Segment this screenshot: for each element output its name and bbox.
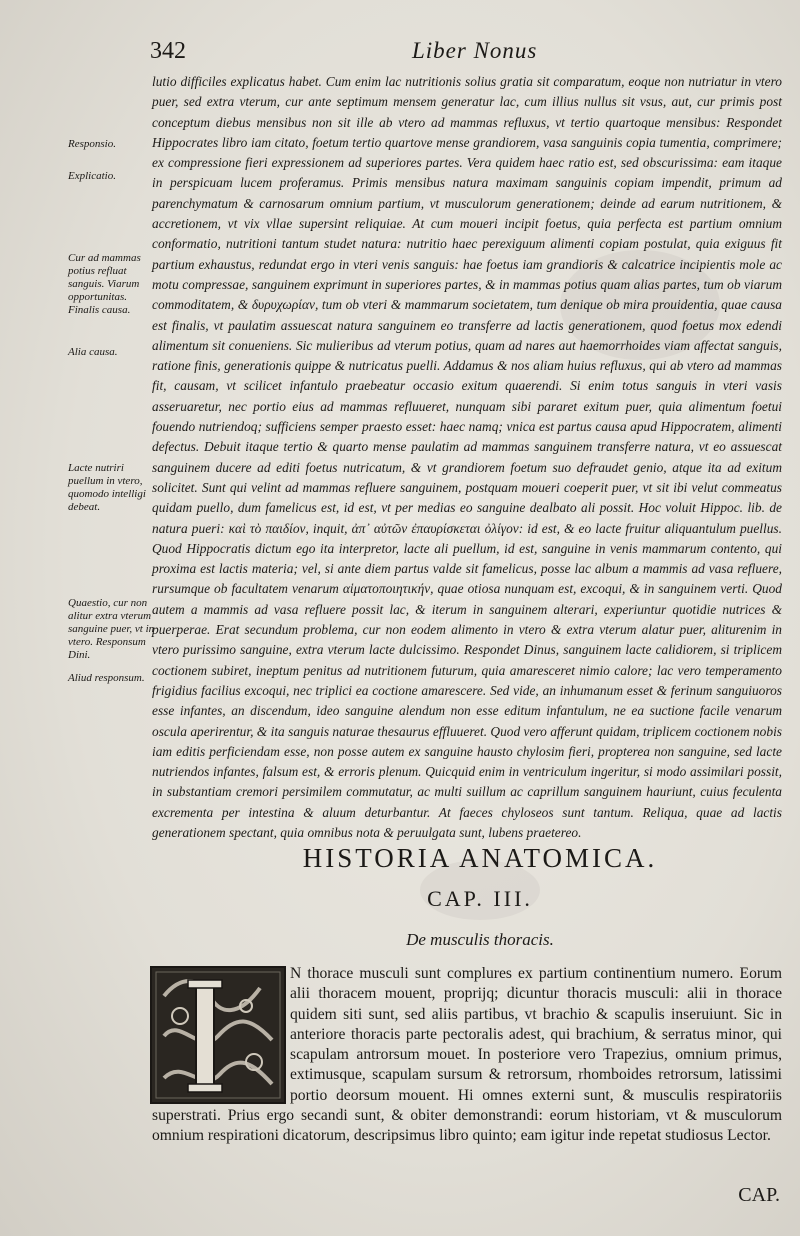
margin-note: Alia causa.	[68, 346, 118, 358]
section-heading: HISTORIA ANATOMICA.	[302, 843, 658, 873]
page-number: 342	[150, 38, 186, 64]
section-paragraph: N thorace musculi sunt complures ex partium continentium numero. Eorum alii thoracem mouent, proprijq; dicuntur thoracis musculi: alii in thorace quidem siti sunt, sed aliis partibus, vt brachio & scapulis inseruiunt. Sic in anteriore thoracis parte pectoralis adest, qui brachium, & serratus minor, qui scapulam antrorsum mouet. In posteriore vero Trapezius, omnium primus, extimusque, scapulam sursum & retrorsum, rhomboides retrorsum, latissimi portio deorsum mouent. Hi omnes externi sunt, & musculis respiratoriis superstrati. Prius ergo secandi sunt, & obiter demonstrandi: eorum historiam, vt & musculorum omnium respirationi dicatorum, descripsimus libro quinto; eam igitur inde repetat studiosus Lector.	[152, 965, 782, 1145]
ornament-initial-icon	[150, 966, 286, 1104]
catchword: CAP.	[738, 1184, 780, 1206]
margin-note: Explicatio.	[68, 170, 116, 182]
main-text-block	[152, 72, 782, 843]
decorated-initial-icon	[150, 966, 286, 1104]
margin-note: Aliud responsum.	[68, 672, 145, 684]
running-title: Liber Nonus	[412, 38, 538, 63]
chapter-heading: CAP. III.	[427, 886, 533, 911]
margin-note: Cur ad mammas potius refluat sanguis. Viarum opportunitas. Finalis causa.	[68, 252, 141, 316]
margin-note: Responsio.	[68, 138, 116, 150]
margin-note: Quaestio, cur non alitur extra vterum sanguine puer, vt in vtero. Responsum Dini.	[68, 597, 155, 661]
body-paragraph: lutio difficiles explicatus habet. Cum enim lac nutritionis solius gratia sit comparatum, eoque non nutriatur in vtero puer, sed extra vterum, cur ante septimum mensem generatur lac, cum illius nullus sit vsus, aut, cur primis post conceptum diebus mensibus non sit ille ab vtero ad mammas refluxus, vt tertio quartoque mensibus: Respondet Hippocrates libro iam citato, foetum tertio quartove mense grandiorem, vasa sanguinis copia tumentia, comprimere; ex compressione fieri expressionem ad superiores partes. Vera quidem haec ratio est, sed obscurissima: eam itaque in perspicuam lucem proferamus. Primis mensibus natura maximam sanguinis copiam impendit, primum ad parenchymatum & carnosarum omnium partium, vt musculorum generationem; deinde ad earum nutritionem, & accretionem, vt vix vllae supersint reliquiae. At cum moueri incipit foetus, quia perfecta est partium omnium conformatio, nutritioni tantum studet natura: nutritio haec perexiguum alimenti copiam postulat, quia exiguus fit partium exhaustus, redundat ergo in vteri venis sanguis: hae foetus iam grandioris & calcatrice incipientis mole ac motu compressae, sanguinem exprimunt in superiores partes, & in mammas potius quam alias partes, tum ob viarum commoditatem, & δυρυχωρίαν, tum ob vteri & mammarum societatem, tum denique ob mira prouidentia, quae causa est finalis, vt paulatim assuescat natura sanguinem eo transferre ad lactis generationem, quod foetus mox edendi alimentum sit conueniens. Sic mulieribus ad vterum potius, quam ad nares aut haemorrhoides viam affectat sanguis, ratione finis, generationis quippe & nutricatus puelli. Addamus & nos aliam huius refluxus, qui ab vtero ad mammas fit, causam, vt scilicet infantulo praebeatur occasio exitum quaerendi. Si enim totus sanguis in vteri vasis asseruaretur, nec portio eius ad mammas refluueret, nunquam sibi pararet exitum puer, quia alimentum foetui fouendo nutriendoq; sufficiens semper praesto esset: haec namq; vnica est partus causa apud Hippocratem, alimenti defectus. Debuit itaque tertio & quarto mense paulatim ad mammas sanguinem transferre natura, vt eo assuescat sanguinem ducere ad editi foetus nutricatum, & vt grandiorem foetum suo defraudet genio, atque ita ad exitum solicitet. Sunt qui velint ad mammas refluere sanguinem, postquam moueri coeperit puer, vt sit ibi velut commeatus quidam puello, dum famelicus est, id est, vt per medias eo sanguine dealbato ali possit. Hoc voluit Hippoc. lib. de natura pueri: καὶ τὸ παιδίον, inquit, ἀπ᾽ αὐτῶν ἐπαυρίσκεται ὀλίγον: id est, & eo lacte fruitur aliquantulum puellus. Quod Hippocratis dictum ego ita interpretor, lacte ali puellum, id est, sanguine in venis mammarum contento, qui proxima est lactis materia; vel, si ante diem partus valde sit famelicus, posse lac album a mammis ad vasa refluere, rursumque ob facultatem venarum αἱματοποιητικήν, quae otiosa nunquam est, excoqui, & in sanguinem verti. Quod autem a mammis ad vasa refluere possit lac, & iterum in sanguinem alterari, experiuntur quotidie nutrices & puerperae. Erat secundum problema, cur non eodem alimento in vtero & extra vterum alatur puer, aliturenim in vtero purissimo sanguine, extra vterum lacte dulcissimo. Respondet Dinus, sanguinem lacte calidiorem, si triplicem coctionem subiret, ineptum penitus ad nutritionem futurum, quia amaresceret nimio calore; lac vero temperamento frigidius facilius excoqui, nec triplici ea coctione amarescere. Sed vide, an inhumanum esset & ferinum sanguiuoros esse infantes, an discendum, ideo sanguine alendum non esse editum infantulum, ne ea suctione facile venarum oscula aperirentur, & ita sanguis naturae thesaurus effluueret. Quod vero afferunt quidam, triplicem coctionem nobis iam editis perficiendam esse, non posse autem ex sanguine hausto chylosim fieri, propterea non sanguine, sed lacte nutriendos infantes, falsum est, & erroris plenum. Quicquid enim in ventriculum ingeritur, si modo assimilari possit, in substantiam cremori persimilem commutatur, ac multi suillum ac caprillum sanguinem hauriunt, cuius feculenta excrementa per intestina & aluum deturbantur. At faeces chyloseos sunt tantum. Reliqua, quae ad lactis generationem spectant, quia omnibus nota & peruulgata sunt, lubens praetereo.	[152, 74, 782, 840]
page-header	[150, 38, 790, 68]
chapter-subtitle: De musculis thoracis.	[406, 930, 554, 949]
margin-note: Lacte nutriri puellum in vtero, quomodo intelligi debeat.	[68, 462, 146, 513]
